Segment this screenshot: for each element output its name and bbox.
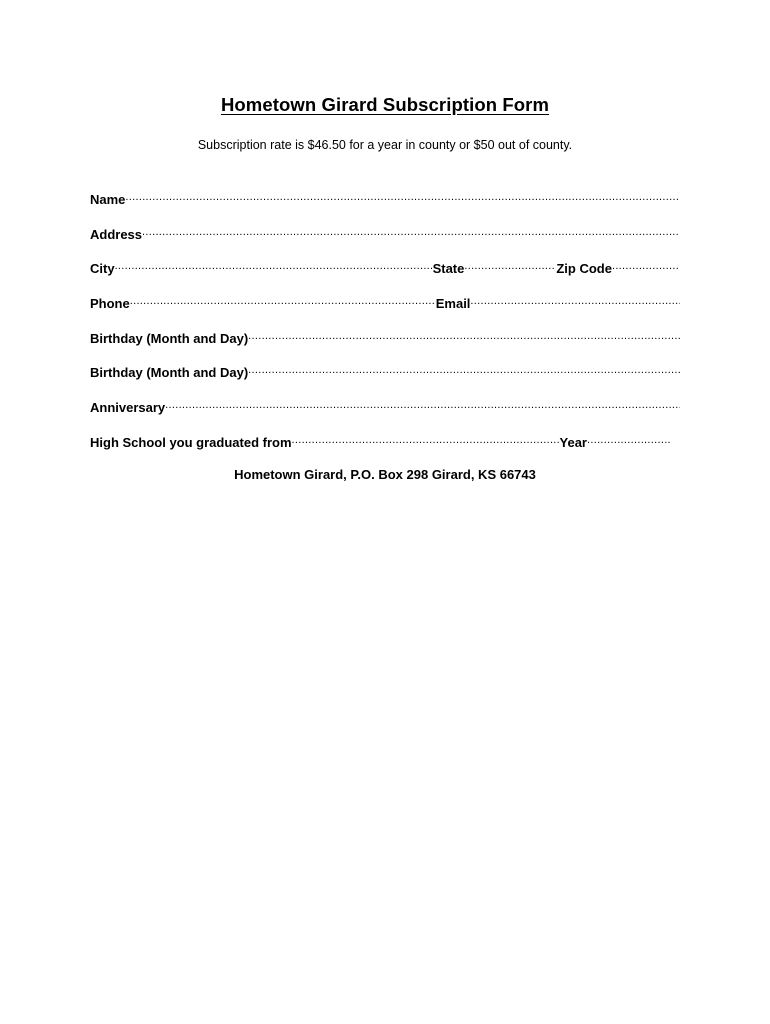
- high-school-label: High School you graduated from: [90, 434, 292, 450]
- name-label: Name: [90, 192, 126, 207]
- birthday-line-2: [90, 363, 680, 398]
- phone-blank[interactable]: [130, 294, 436, 308]
- state-label: State: [432, 261, 465, 277]
- subscription-rate-text: Subscription rate is $46.50 for a year in county or $50 out of county.: [197, 138, 573, 152]
- year-label: Year: [559, 434, 587, 450]
- address-blank[interactable]: [142, 225, 680, 239]
- anniversary-line: [90, 398, 680, 433]
- zip-label: Zip Code: [556, 261, 612, 277]
- name-blank[interactable]: [125, 190, 680, 204]
- high-school-blank[interactable]: [292, 433, 560, 447]
- address-line: [90, 225, 680, 260]
- anniversary-label: Anniversary: [90, 400, 166, 416]
- mailing-address-footer: Hometown Girard, P.O. Box 298 Girard, KS 66743: [234, 467, 536, 482]
- email-blank[interactable]: [470, 294, 680, 308]
- high-school-line: [90, 433, 680, 468]
- birthday-label-1: Birthday (Month and Day): [90, 330, 249, 346]
- city-state-zip-line: [90, 259, 680, 294]
- name-line: [90, 190, 680, 225]
- city-blank[interactable]: [115, 259, 433, 273]
- birthday-label-2: Birthday (Month and Day): [90, 365, 249, 381]
- address-label: Address: [90, 226, 143, 242]
- year-blank[interactable]: [587, 433, 671, 447]
- email-label: Email: [435, 296, 471, 312]
- state-blank[interactable]: [464, 259, 556, 273]
- form-fields: [90, 190, 680, 468]
- zip-blank[interactable]: [612, 259, 680, 273]
- phone-label: Phone: [90, 296, 130, 312]
- birthday-blank-1[interactable]: [248, 329, 680, 343]
- anniversary-blank[interactable]: [165, 398, 680, 412]
- city-label: City: [90, 261, 115, 277]
- birthday-blank-2[interactable]: [248, 363, 680, 377]
- form-title: Hometown Girard Subscription Form: [220, 94, 550, 115]
- birthday-line-1: [90, 329, 680, 364]
- phone-email-line: [90, 294, 680, 329]
